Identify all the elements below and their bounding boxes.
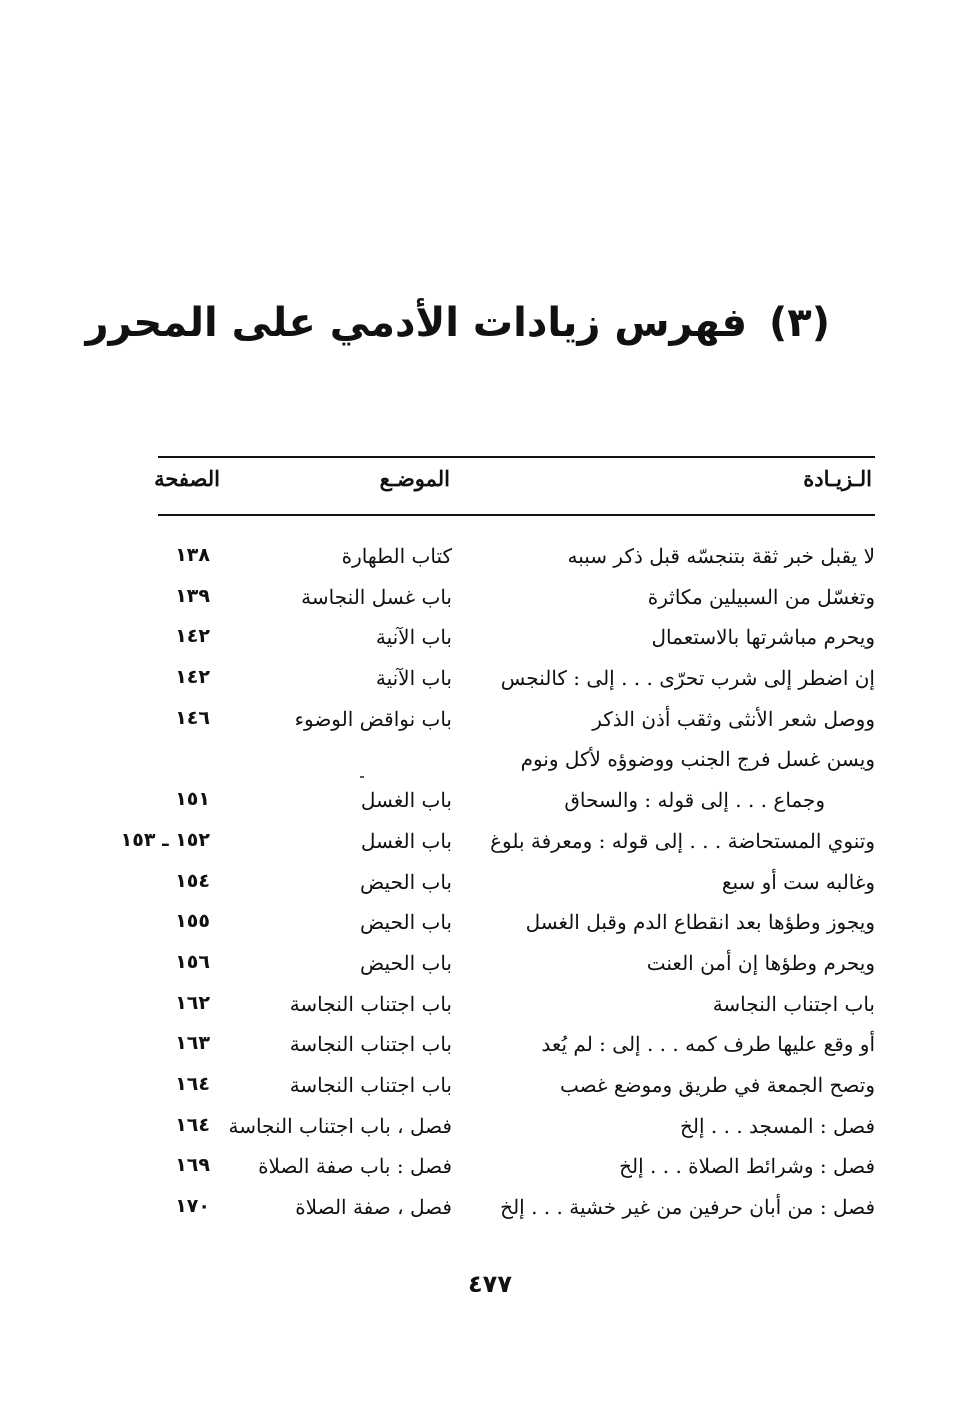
row-addition: ويحرم مباشرتها بالاستعمال: [651, 625, 875, 650]
row-location: كتاب الطهارة: [341, 544, 452, 568]
row-addition: وغالبه ست أو سبع: [721, 869, 875, 894]
title-number: (٣): [769, 300, 830, 346]
row-addition: باب اجتناب النجاسة: [712, 991, 875, 1016]
table-row: [0, 703, 980, 744]
header-location: الموضـع: [379, 466, 450, 491]
table-row: [0, 825, 980, 866]
table-row: [0, 947, 980, 988]
row-location: باب اجتناب النجاسة: [289, 1032, 452, 1057]
row-addition: وتنوي المستحاضة . . . إلى قوله : ومعرفة بلوغ: [490, 828, 875, 853]
row-location: باب الغسل: [360, 828, 452, 853]
row-addition: أو وقع عليها طرف كمه . . . إلى : لم يُعد: [541, 1032, 875, 1057]
row-addition: وجماع . . . إلى قوله : والسحاق: [564, 788, 825, 813]
row-page: ١٦٣: [175, 1032, 210, 1055]
row-addition: ويسن غسل فرج الجنب ووضوؤه لأكل ونوم: [520, 747, 875, 772]
row-location: باب نواقض الوضوء: [294, 706, 452, 731]
table-row: [0, 662, 980, 703]
row-page: ١٥١: [175, 788, 210, 811]
header-addition: الـزيـادة: [803, 466, 872, 491]
header-top-rule: [158, 456, 875, 458]
row-location: باب اجتناب النجاسة: [289, 1072, 452, 1097]
row-addition: فصل : المسجد . . . إلخ: [679, 1113, 875, 1138]
row-addition: وتصح الجمعة في طريق وموضع غصب: [560, 1072, 875, 1097]
table-row: [0, 743, 980, 784]
index-table: [0, 540, 980, 1232]
table-row: [0, 1150, 980, 1191]
header-page: الصفحة: [154, 466, 220, 491]
header-bottom-rule: [158, 514, 875, 516]
row-page: ١٥٥: [175, 910, 210, 933]
table-row: [0, 784, 980, 825]
row-page: ١٦٩: [175, 1154, 210, 1177]
table-row: [0, 988, 980, 1029]
row-addition: ويحرم وطؤها إن أمن العنت: [646, 950, 875, 975]
row-location: فصل ، باب اجتناب النجاسة: [228, 1113, 452, 1138]
row-page: ١٥٤: [175, 869, 210, 892]
row-location: باب الحيض: [360, 869, 452, 894]
row-addition: ووصل شعر الأنثى وثقب أذن الذكر: [592, 706, 875, 731]
row-page: ١٧٠: [175, 1195, 210, 1217]
table-row: [0, 621, 980, 662]
row-location: باب غسل النجاسة: [301, 584, 452, 609]
table-row: [0, 581, 980, 622]
row-page: ١٦٢: [175, 991, 210, 1014]
row-page: ١٦٤: [175, 1113, 210, 1136]
table-row: [0, 1028, 980, 1069]
table-row: [0, 1191, 980, 1232]
row-location: باب اجتناب النجاسة: [289, 991, 452, 1016]
table-row: [0, 866, 980, 907]
row-location: باب الحيض: [360, 950, 452, 975]
row-addition: ويجوز وطؤها بعد انقطاع الدم وقبل الغسل: [525, 910, 875, 935]
title-text: فهرس زيادات الأدمي على المحرر: [85, 300, 748, 346]
row-location: فصل ، صفة الصلاة: [295, 1195, 452, 1219]
row-location: باب الآنية: [375, 666, 452, 691]
table-row: [0, 906, 980, 947]
row-location: باب الحيض: [360, 910, 452, 935]
page-title: [85, 300, 830, 346]
table-row: [0, 1069, 980, 1110]
table-row: [0, 1110, 980, 1151]
row-page: ١٦٤: [175, 1072, 210, 1095]
row-page: ١٤٢: [175, 625, 210, 648]
row-location: باب الآنية: [375, 625, 452, 650]
row-page: ١٥٢ ـ ١٥٣: [120, 828, 210, 851]
row-page: ١٣٩: [175, 584, 210, 607]
row-addition: فصل : وشرائط الصلاة . . . إلخ: [619, 1154, 875, 1179]
row-location: فصل : باب صفة الصلاة: [258, 1154, 452, 1179]
page-number: ٤٧٧: [468, 1270, 512, 1298]
print-speck: [360, 776, 364, 778]
row-addition: إن اضطر إلى شرب تحرّى . . . إلى : كالنجس: [500, 666, 875, 691]
row-addition: وتغسّل من السبيلين مكاثرة: [647, 584, 875, 609]
row-page: ١٥٦: [175, 950, 210, 973]
row-page: ١٣٨: [175, 544, 210, 566]
row-page: ١٤٢: [175, 666, 210, 689]
row-page: ١٤٦: [175, 706, 210, 729]
table-row: [0, 540, 980, 581]
row-addition: لا يقبل خبر ثقة بتنجسّه قبل ذكر سببه: [567, 544, 875, 568]
row-addition: فصل : من أبان حرفين من غير خشية . . . إلخ: [500, 1195, 875, 1219]
row-location: باب الغسل: [360, 788, 452, 813]
